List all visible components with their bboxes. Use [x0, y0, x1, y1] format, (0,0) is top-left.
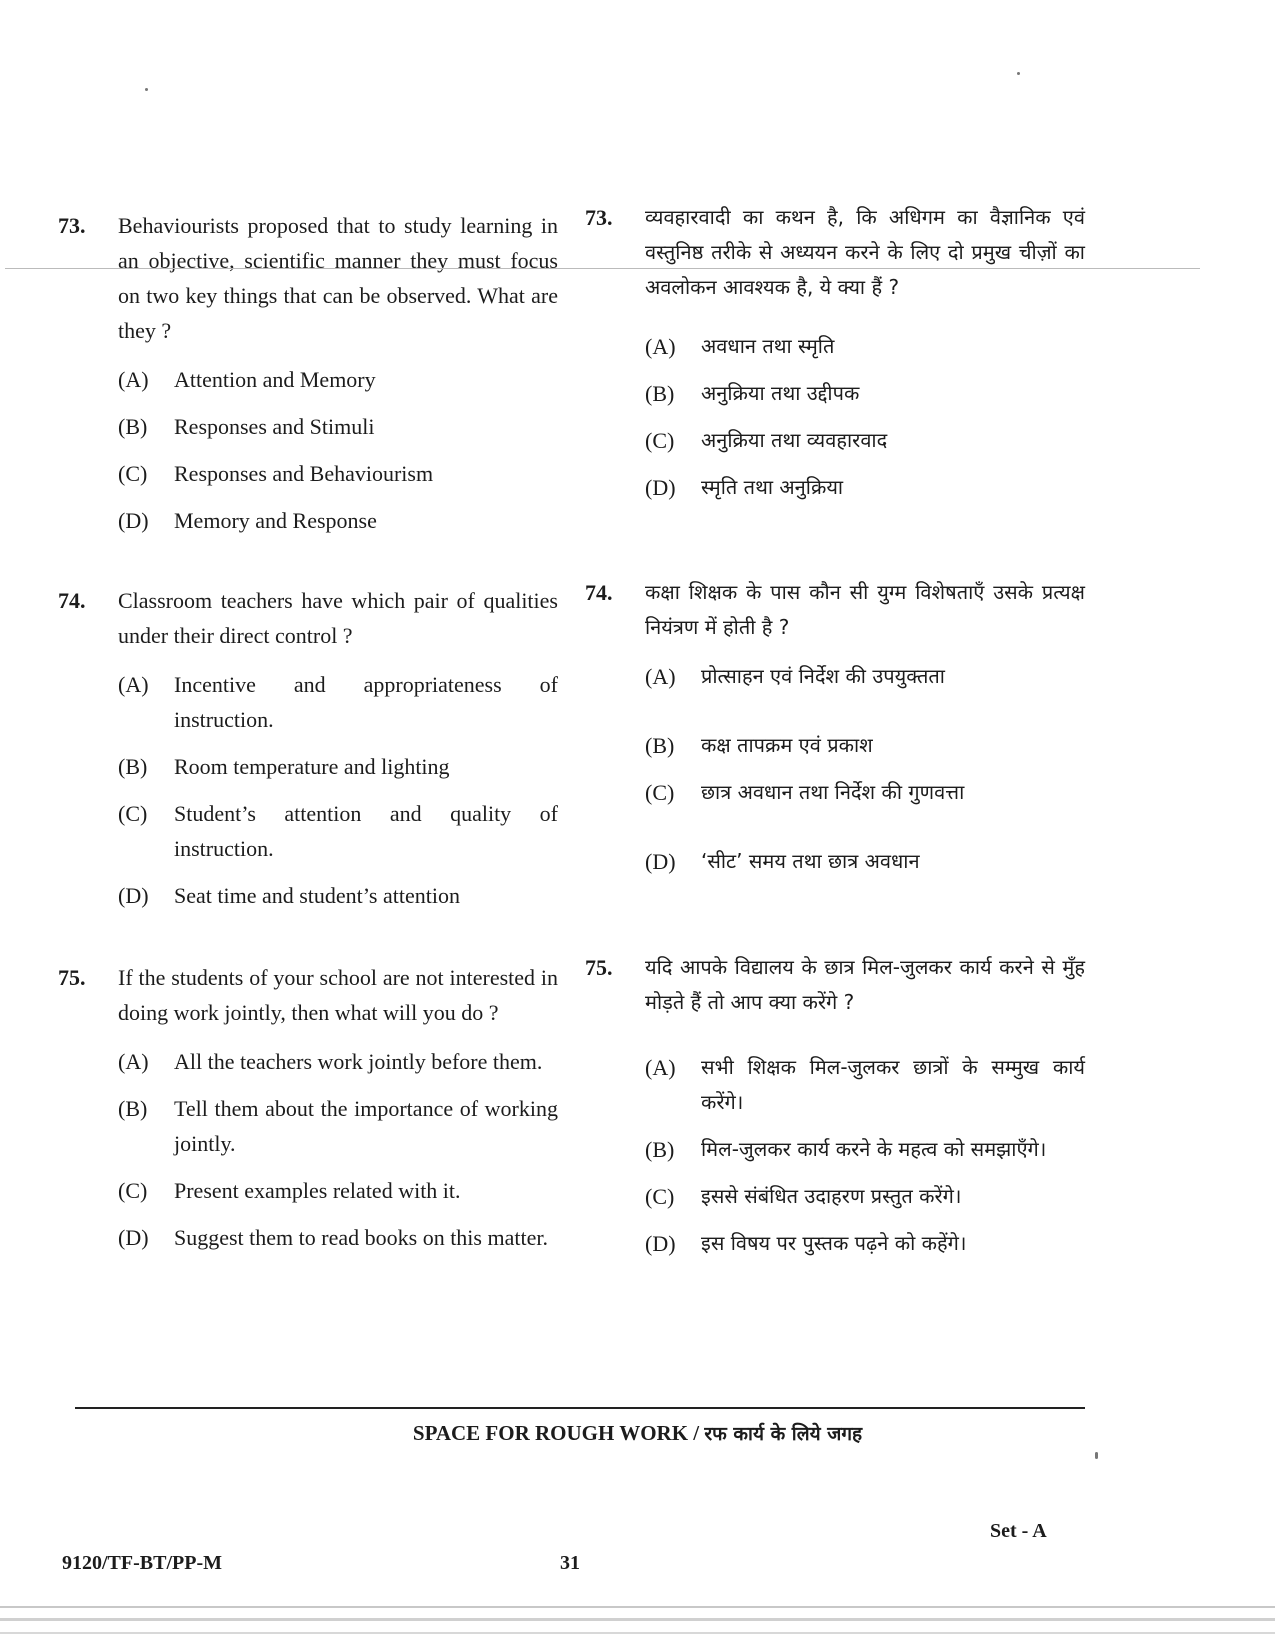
- option-label: (A): [118, 672, 149, 697]
- option-label: (D): [118, 883, 149, 908]
- option-label: (C): [118, 1178, 148, 1203]
- question-75-hi: [585, 950, 1085, 1273]
- option-text: Present examples related with it.: [174, 1178, 461, 1203]
- option-label: (A): [118, 367, 149, 392]
- question-number: 73.: [585, 205, 613, 230]
- option-label: (B): [118, 1096, 148, 1121]
- question-text: Behaviourists proposed that to study learning in an objective, scientific manner they must focus on two key things that can be observed. What are they ?: [118, 213, 558, 343]
- option-c: [645, 423, 1085, 458]
- option-label: (D): [645, 475, 676, 500]
- option-label: (C): [645, 428, 675, 453]
- option-text: अनुक्रिया तथा उद्दीपक: [701, 381, 860, 405]
- option-label: (A): [645, 334, 676, 359]
- scan-speck: [145, 88, 148, 91]
- options-list: [585, 329, 1085, 505]
- option-c: [118, 1173, 558, 1208]
- set-label: Set - A: [990, 1520, 1047, 1542]
- option-label: (A): [118, 1049, 149, 1074]
- option-text: प्रोत्साहन एवं निर्देश की उपयुक्तता: [701, 664, 945, 688]
- option-a: [645, 329, 1085, 364]
- option-a: [645, 659, 1085, 694]
- option-label: (C): [645, 1184, 675, 1209]
- paper-code: 9120/TF-BT/PP-M: [62, 1552, 222, 1574]
- option-c: [645, 1179, 1085, 1214]
- option-d: [645, 844, 1085, 879]
- option-text: इससे संबंधित उदाहरण प्रस्तुत करेंगे।: [701, 1184, 962, 1208]
- option-text: Student’s attention and quality of instruction.: [174, 801, 558, 861]
- option-text: इस विषय पर पुस्तक पढ़ने को कहेंगे।: [701, 1231, 967, 1255]
- question-text: व्यवहारवादी का कथन है, कि अधिगम का वैज्ञानिक एवं वस्तुनिष्ठ तरीके से अध्ययन करने के लिए दो प्रमुख चीज़ों का अवलोकन आवश्यक है, ये क्या हैं ?: [645, 205, 1085, 299]
- scan-line: [0, 1632, 1275, 1634]
- option-text: Incentive and appropriateness of instruction.: [174, 672, 558, 732]
- option-a: [645, 1050, 1085, 1120]
- option-a: [118, 1044, 558, 1079]
- options-list: [58, 667, 558, 913]
- rough-work-separator: /: [688, 1421, 705, 1445]
- option-text: Memory and Response: [174, 508, 377, 533]
- question-text: Classroom teachers have which pair of qualities under their direct control ?: [118, 588, 558, 648]
- option-b: [645, 376, 1085, 411]
- scan-speck: [1017, 72, 1020, 75]
- option-label: (B): [118, 414, 148, 439]
- option-text: Responses and Stimuli: [174, 414, 375, 439]
- option-b: [118, 1091, 558, 1161]
- option-b: [118, 409, 558, 444]
- scan-speck: [1095, 1452, 1098, 1459]
- option-label: (B): [645, 381, 675, 406]
- rough-work-hi: रफ कार्य के लिये जगह: [704, 1423, 863, 1445]
- option-c: [645, 775, 1085, 810]
- question-75-en: [58, 960, 558, 1267]
- option-text: Tell them about the importance of working jointly.: [174, 1096, 558, 1156]
- option-text: All the teachers work jointly before them.: [174, 1049, 543, 1074]
- option-c: [118, 796, 558, 866]
- rough-work-divider: [75, 1407, 1085, 1409]
- rough-work-en: SPACE FOR ROUGH WORK: [412, 1421, 689, 1445]
- option-text: छात्र अवधान तथा निर्देश की गुणवत्ता: [701, 780, 965, 804]
- option-text: Responses and Behaviourism: [174, 461, 434, 486]
- option-b: [118, 749, 558, 784]
- option-c: [118, 456, 558, 491]
- option-label: (A): [645, 664, 676, 689]
- question-74-en: [58, 583, 558, 925]
- option-label: (C): [645, 780, 675, 805]
- option-label: (D): [645, 1231, 676, 1256]
- question-74-hi: [585, 575, 1085, 891]
- option-text: Suggest them to read books on this matter.: [174, 1225, 548, 1250]
- options-list: [58, 362, 558, 538]
- option-text: ‘सीट’ समय तथा छात्र अवधान: [701, 849, 920, 873]
- option-label: (A): [645, 1055, 676, 1080]
- question-text: कक्षा शिक्षक के पास कौन सी युग्म विशेषताएँ उसके प्रत्यक्ष नियंत्रण में होती है ?: [645, 580, 1085, 639]
- option-d: [118, 1220, 558, 1255]
- option-label: (D): [118, 1225, 149, 1250]
- option-d: [118, 878, 558, 913]
- option-d: [645, 470, 1085, 505]
- option-text: मिल-जुलकर कार्य करने के महत्व को समझाएँगे।: [701, 1137, 1047, 1161]
- option-a: [118, 362, 558, 397]
- rough-work-heading: [0, 1420, 1275, 1446]
- option-label: (D): [118, 508, 149, 533]
- options-list: [58, 1044, 558, 1255]
- option-b: [645, 1132, 1085, 1167]
- question-text: यदि आपके विद्यालय के छात्र मिल-जुलकर कार्य करने से मुँह मोड़ते हैं तो आप क्या करेंगे ?: [645, 955, 1085, 1014]
- option-label: (B): [645, 1137, 675, 1162]
- option-b: [645, 728, 1085, 763]
- scan-line: [0, 1606, 1275, 1608]
- question-number: 74.: [58, 588, 86, 613]
- page-number: 31: [560, 1552, 580, 1574]
- option-text: Room temperature and lighting: [174, 754, 450, 779]
- option-label: (B): [645, 733, 675, 758]
- option-text: Attention and Memory: [174, 367, 376, 392]
- options-list: [585, 659, 1085, 879]
- option-d: [118, 503, 558, 538]
- option-label: (C): [118, 461, 148, 486]
- options-list: [585, 1050, 1085, 1261]
- option-text: अवधान तथा स्मृति: [701, 334, 835, 358]
- question-number: 75.: [585, 955, 613, 980]
- question-73-hi: [585, 200, 1085, 517]
- option-text: स्मृति तथा अनुक्रिया: [701, 475, 844, 499]
- option-label: (D): [645, 849, 676, 874]
- question-73-en: [58, 208, 558, 550]
- scan-line: [5, 268, 1200, 269]
- scan-line: [0, 1618, 1275, 1621]
- option-a: [118, 667, 558, 737]
- option-label: (B): [118, 754, 148, 779]
- option-text: Seat time and student’s attention: [174, 883, 460, 908]
- option-label: (C): [118, 801, 148, 826]
- option-text: अनुक्रिया तथा व्यवहारवाद: [701, 428, 888, 452]
- question-number: 73.: [58, 213, 86, 238]
- question-text: If the students of your school are not interested in doing work jointly, then what will you do ?: [118, 965, 558, 1025]
- option-text: कक्ष तापक्रम एवं प्रकाश: [701, 733, 873, 757]
- question-number: 75.: [58, 965, 86, 990]
- option-text: सभी शिक्षक मिल-जुलकर छात्रों के सम्मुख कार्य करेंगे।: [701, 1055, 1085, 1114]
- option-d: [645, 1226, 1085, 1261]
- question-number: 74.: [585, 580, 613, 605]
